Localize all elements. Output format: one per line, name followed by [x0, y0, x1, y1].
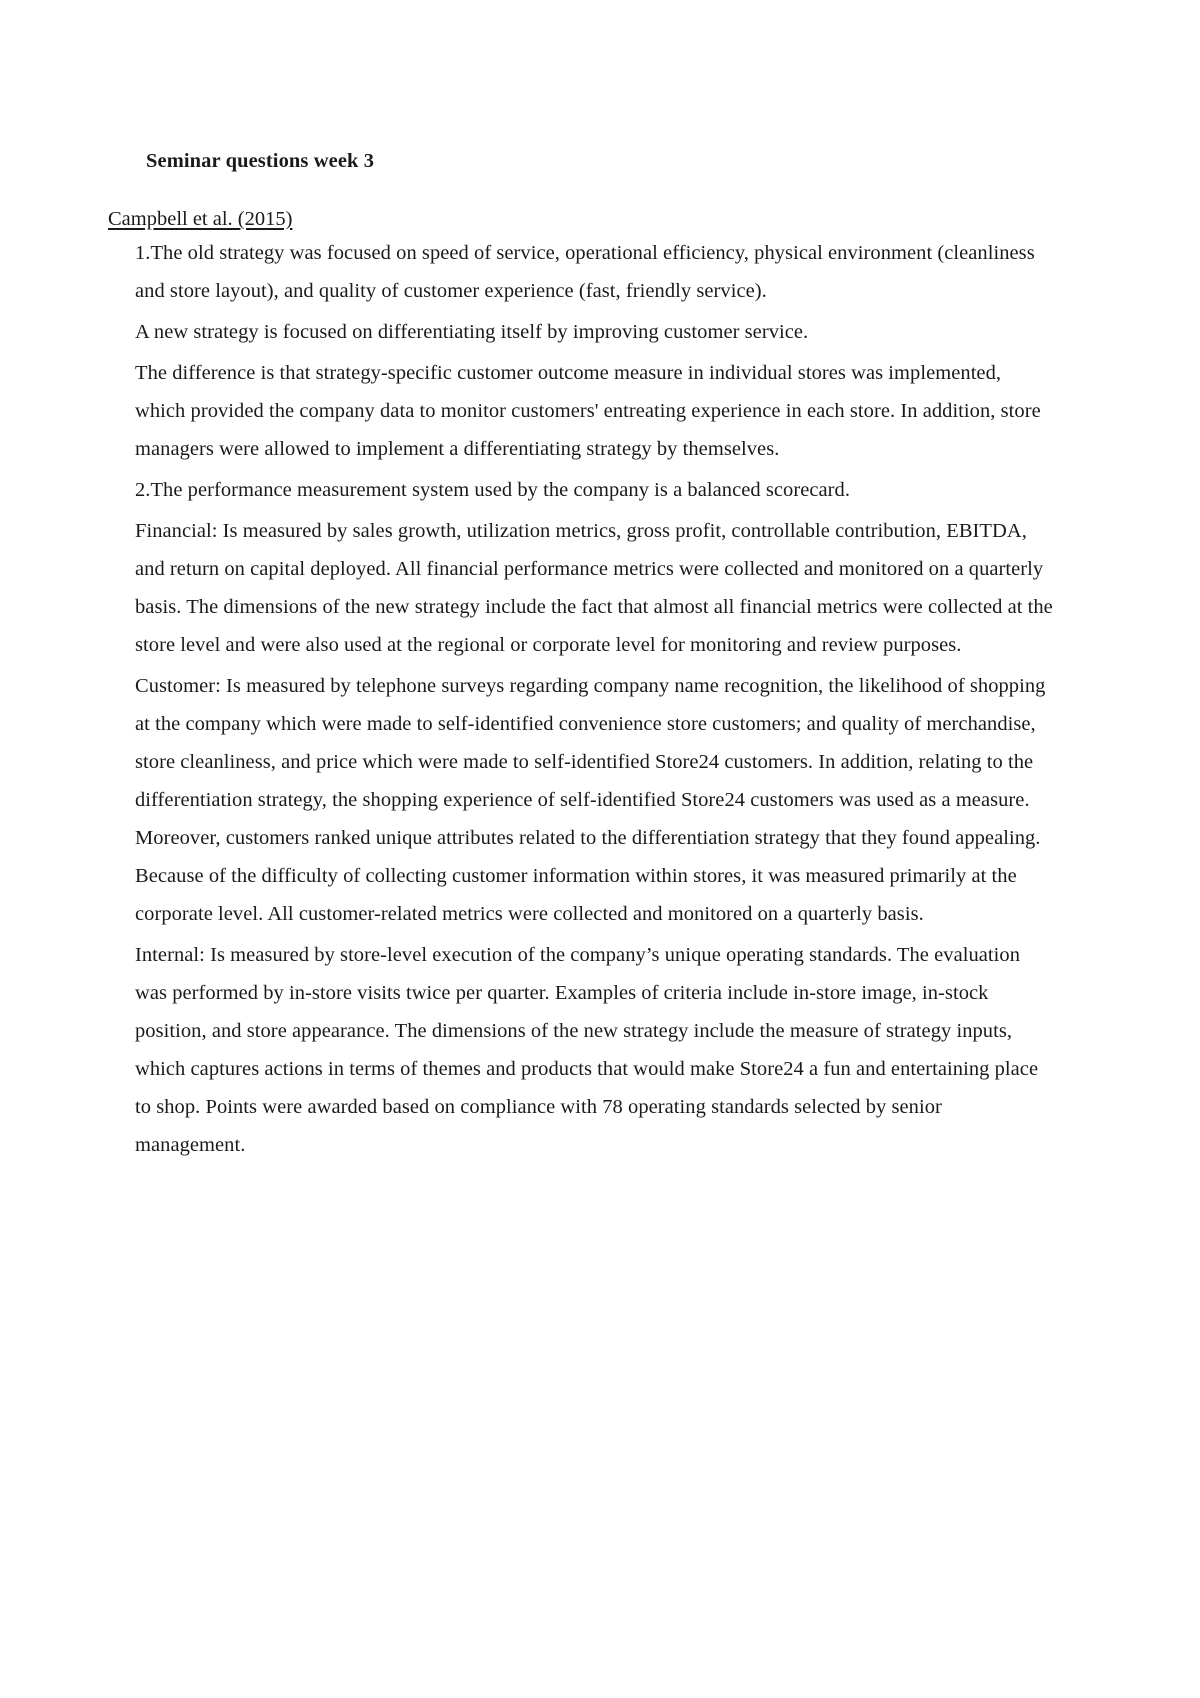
page-title: Seminar questions week 3: [146, 150, 375, 172]
paragraph-difference: The difference is that strategy-specific customer outcome measure in individual stores was implemented, which provided the company data to monitor customers' entreating experience in each store. In addition, store managers were allowed to implement a differentiating strategy by themselves.: [135, 362, 1041, 460]
paragraph-new-strategy: A new strategy is focused on differentiating itself by improving customer service.: [135, 321, 809, 343]
document-body: [135, 234, 1055, 1167]
paragraph-internal: Internal: Is measured by store-level execution of the company’s unique operating standards. The evaluation was performed by in-store visits twice per quarter. Examples of criteria include in-store image, in-stock position, and store appearance. The dimensions of the new strategy include the measure of strategy inputs, which captures actions in terms of themes and products that would make Store24 a fun and entertaining place to shop. Points were awarded based on compliance with 78 operating standards selected by senior management.: [135, 944, 1039, 1156]
paragraph-performance-system: 2.The performance measurement system used by the company is a balanced scorecard.: [135, 479, 851, 501]
reference-heading: Campbell et al. (2015): [108, 208, 293, 230]
paragraph-customer: Customer: Is measured by telephone surveys regarding company name recognition, the likelihood of shopping at the company which were made to self-identified convenience store customers; and quality of merchandise, store cleanliness, and price which were made to self-identified Store24 customers. In addition, relating to the differentiation strategy, the shopping experience of self-identified Store24 customers was used as a measure. Moreover, customers ranked unique attributes related to the differentiation strategy that they found appealing. Because of the difficulty of collecting customer information within stores, it was measured primarily at the corporate level. All customer-related metrics were collected and monitored on a quarterly basis.: [135, 675, 1046, 925]
paragraph-financial: Financial: Is measured by sales growth, utilization metrics, gross profit, controllable contribution, EBITDA, and return on capital deployed. All financial performance metrics were collected and monitored on a quarterly basis. The dimensions of the new strategy include the fact that almost all financial metrics were collected at the store level and were also used at the regional or corporate level for monitoring and review purposes.: [135, 520, 1053, 656]
paragraph-old-strategy: 1.The old strategy was focused on speed of service, operational efficiency, physical environment (cleanliness and store layout), and quality of customer experience (fast, friendly service).: [135, 242, 1035, 302]
